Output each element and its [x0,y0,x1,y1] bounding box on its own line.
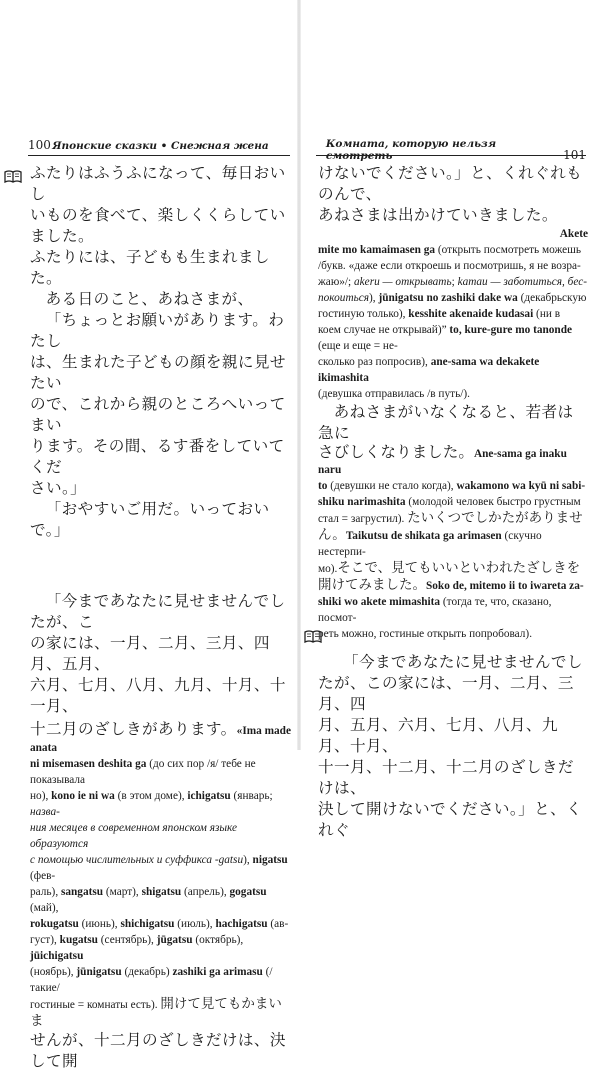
jp-line: 「おやすいご用だ。いっておいで。」 [30,500,270,539]
romaji: ni misemasen deshita ga [30,758,147,770]
gloss-text: (ни в [533,308,561,320]
jp-fragment: さびしくなりました。 [318,443,474,461]
romaji: kono ie ni wa [51,790,115,802]
romaji: Taikutsu de shikata ga arimasen [345,530,502,542]
gloss-text: мо). [318,563,338,575]
jp-line: あねさまは出かけていきました。 [318,206,558,224]
gloss-text: ; [451,276,458,288]
gloss-text: /букв. «даже если откроешь и посмотришь, я не возра- [318,260,581,272]
gloss-text: (июнь), [78,918,121,930]
page-number: 100 [28,138,51,152]
mixed-line [318,510,588,527]
jp-fragment: ん。 [318,527,346,543]
gloss-text: жаю»/; [318,276,355,288]
jp-fragment: 開けてみました。 [318,577,426,593]
gloss-text: (декабрьскую [517,292,587,304]
jp-line: いものを食べて、楽しくくらしていました。 [30,206,286,245]
romaji: kugatsu [59,934,98,946]
gloss-line [318,306,588,322]
gloss-line [318,494,588,510]
jp-line: あねさまがいなくなると、若者は急に [318,403,574,442]
gloss-line [30,916,292,932]
romaji: jūnigatsu no zashiki dake wa [378,292,518,304]
gloss-line [318,478,588,494]
mixed-line [318,444,588,478]
gloss-text: (в этом доме), [114,790,188,802]
gloss-text: (июль), [174,918,216,930]
romaji: wakamono wa kyū ni sabi- [456,480,586,492]
gloss-line [318,626,588,642]
jp-line: さい。」 [30,479,87,497]
gloss-text: (девушки не стало когда), [327,480,457,492]
romaji: hachigatsu [215,918,268,930]
romaji: to, kure-gure mo tanonde [449,324,573,336]
romaji: rokugatsu [30,918,79,930]
gloss-text: (до сих пор /я/ тебе не показывал [30,758,256,786]
gloss-text: (тогда те, что, сказано, посмот- [318,596,552,624]
romaji: zashiki ga arimasu [172,966,263,978]
jp-line: せんが、十二月のざしきだけは、決して開 [30,1031,286,1070]
romaji: shiku narimashita [318,496,406,508]
gloss-text: a [80,774,86,786]
mixed-line [318,560,588,577]
romaji: gogatsu [229,886,267,898]
right-page-body [318,163,588,841]
romaji: «Ima made anata [30,725,291,754]
gloss-text: (январь; [230,790,273,802]
romaji: shichigatsu [120,918,175,930]
jp-line: ふたりには、子どもも生まれました。 [30,248,270,287]
header-rule [28,155,290,156]
page-number: 101 [563,148,586,162]
gloss-text: ), [243,854,253,866]
gloss-text: (сентябрь), [97,934,157,946]
open-book-icon [304,630,322,643]
gloss-text: раль), [30,886,61,898]
romaji: Ane-sama ga inaku naru [318,448,567,476]
gloss-note: akeru — открывать [354,276,452,288]
romaji: jūgatsu [156,934,193,946]
gloss-text: (май), [30,902,59,914]
gloss-text: (девушка отправилась /в путь/). [318,388,470,400]
romaji: mite mo kamaimasen ga [318,244,436,256]
jp-line: は、生まれた子どもの顔を親に見せたい [30,353,286,392]
gloss-text: коем случае не открывай)” [318,324,450,336]
gloss-text: (декабрь) [121,966,173,978]
gloss-note: назва- [30,806,60,818]
jp-fragment: そこで、見てもいいといわれたざしきを [337,560,581,576]
gloss-text: (ноябрь), [30,966,77,978]
running-title: Комната, которую нельзя смотреть [325,138,497,162]
mixed-line [318,577,588,594]
romaji: to [318,480,328,492]
romaji: shigatsu [141,886,182,898]
gloss-text: стал = загрустил). [318,513,408,525]
mixed-line [318,527,588,560]
gloss-text: ), [369,292,379,304]
jp-line: けないでください。」と、くれぐれものんで、 [318,164,583,203]
gloss-line [318,386,588,402]
jp-line: ある日のこと、あねさまが、 [45,290,254,308]
jp-line: たが、この家には、一月、二月、三月、四 [318,674,574,713]
gloss-text: (открыть посмотреть можешь [435,244,582,256]
gloss-line [30,884,292,916]
gloss-note: покоиться [318,292,370,304]
jp-line: ります。その間、るす番をしていてくだ [30,437,285,476]
gloss-text: сколько раз попросив), [318,356,431,368]
gloss-note: с помощью числительных и суффикса -gatsu [30,854,244,866]
gloss-line [318,242,588,258]
mixed-line [30,719,292,756]
gloss-note: ния месяцев в современном японском языке образуются [30,822,238,850]
left-page-body [30,163,292,1072]
mixed-line [30,996,292,1030]
gloss-text: но), [30,790,52,802]
gloss-text: (еще и еще = не- [318,340,398,352]
jp-fragment: たいくつでしかたがありませ [407,510,583,526]
jp-line: ので、これから親のところへいってまい [30,395,286,434]
gloss-text: (март), [103,886,142,898]
gloss-text: (фев- [30,870,56,882]
gloss-line [30,820,292,852]
romaji: kesshite akenaide kudasai [408,308,534,320]
gloss-line [318,354,588,386]
gloss-text: (скучно нестерпи- [318,530,542,558]
gloss-note: kamau — заботиться, бес- [457,276,587,288]
romaji: jūichigatsu [30,950,84,962]
gloss-line [318,290,588,306]
gloss-text: гостиную только), [318,308,409,320]
gloss-line [30,852,292,884]
gloss-text: (/такие/ [30,966,273,994]
header-rule [316,155,586,156]
jp-fragment: 開けて見てもかまいま [30,996,282,1029]
right-page [300,0,600,839]
jp-line: 「今まであなたに見せませんでし [342,653,583,671]
jp-line: 「ちょっとお願いがあります。わたし [30,311,285,350]
gloss-text: (молодой человек быстро грустным [405,496,581,508]
gloss-text: (апрель), [181,886,230,898]
gloss-line [318,226,588,242]
gloss-text: (октябрь), [192,934,244,946]
right-page-header [316,138,586,162]
gloss-text: реть можно, гостиные открыть попробовал). [318,628,533,640]
romaji: Akete [559,228,588,240]
romaji: sangatsu [60,886,104,898]
gloss-line [318,274,588,290]
gloss-line [30,756,292,788]
gloss-line [30,788,292,820]
gloss-text: (ав- [267,918,289,930]
gloss-line [30,964,292,996]
jp-line: 月、五月、六月、七月、八月、九月、十月、 [318,716,558,755]
romaji: nigatsu [252,854,288,866]
jp-line: ふたりはふうふになって、毎日おいし [30,164,286,203]
jp-fragment: 十二月のざしきがあります。 [30,720,237,738]
gloss-line [30,932,292,964]
gloss-text: гостиные = комнаты есть). [30,999,161,1011]
jp-line: 「今まであなたに見せませんでしたが、こ [30,592,286,631]
romaji: ane-sama wa dekakete ikimashita [318,356,540,384]
romaji: jūnigatsu [76,966,122,978]
jp-line: 十一月、十二月、十二月のざしきだけは、 [318,758,574,797]
gloss-line [318,322,588,354]
romaji: ichigatsu [187,790,231,802]
gloss-text: густ), [30,934,60,946]
gloss-line [318,594,588,626]
running-title: Японские сказки • Снежная жена [52,140,269,152]
jp-line: の家には、一月、二月、三月、四月、五月、 [30,634,270,673]
gloss-line [318,258,588,274]
left-page [0,0,298,1070]
left-page-header [28,138,290,152]
jp-line: 六月、七月、八月、九月、十月、十一月、 [30,676,286,715]
romaji: shiki wo akete mimashita [318,596,441,608]
romaji: Soko de, mitemo ii to iwareta za- [426,580,584,592]
open-book-icon [4,170,22,183]
jp-line: 決して開けないでください。」と、くれぐ [318,800,583,839]
